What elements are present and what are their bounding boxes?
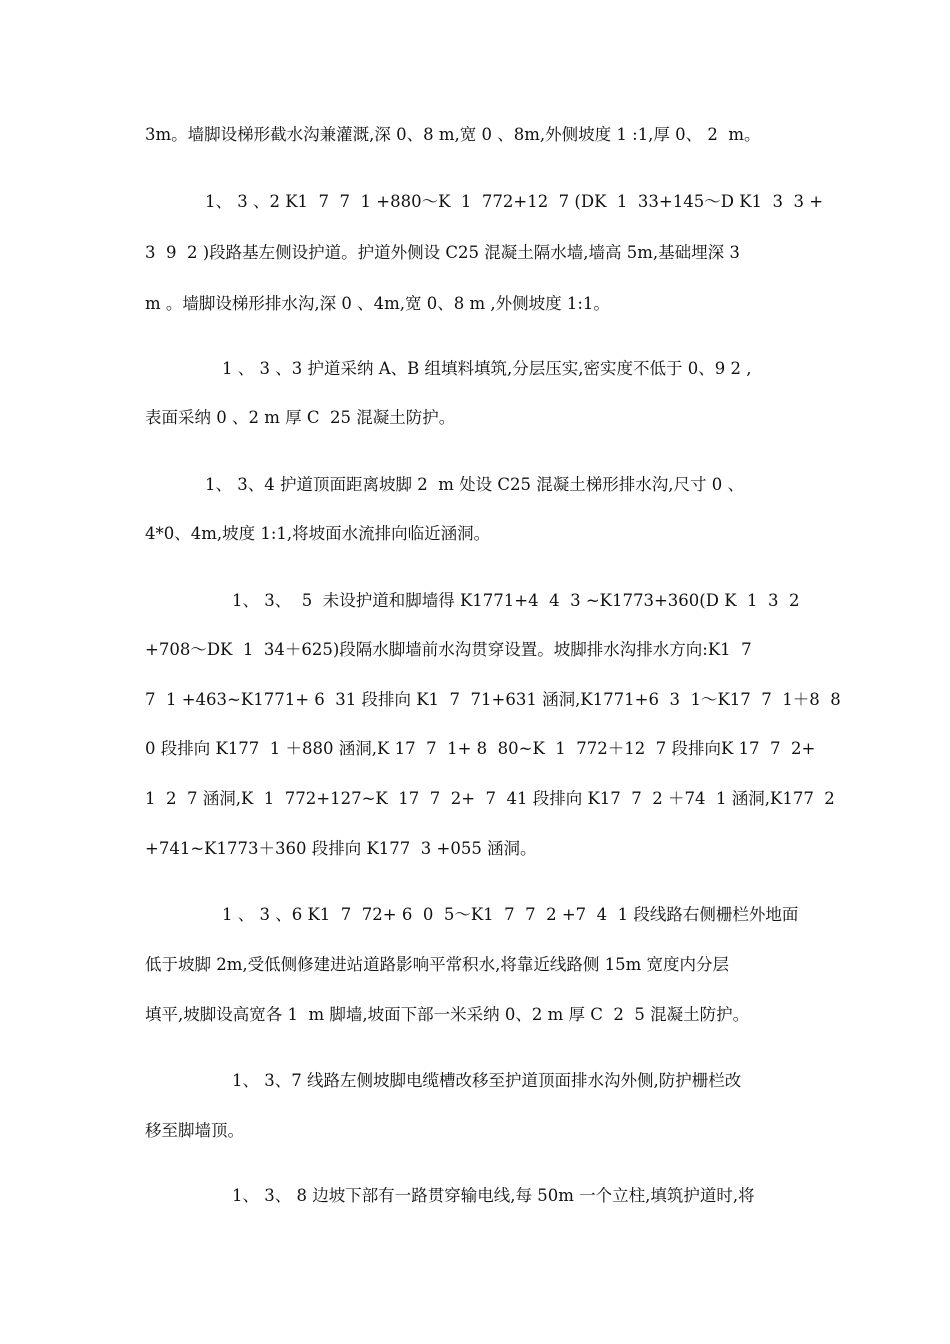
paragraph-line: 3m。墙脚设梯形截水沟兼灌溉,深 0、8 m,宽 0 、8m,外侧坡度 1 :1,厚 0、 2 m。 (145, 125, 761, 144)
paragraph-line: +741~K1773＋360 段排向 K177 3 +055 涵洞。 (145, 839, 537, 858)
paragraph-line: +708～DK 1 34＋625)段隔水脚墙前水沟贯穿设置。坡脚排水沟排水方向:K1 7 (145, 640, 752, 659)
paragraph-line: 1 2 7 涵洞,K 1 772+127~K 17 7 2+ 7 41 段排向 K17 7 2 ＋74 1 涵洞,K177 2 (145, 789, 835, 808)
paragraph-line: 低于坡脚 2m,受低侧修建进站道路影响平常积水,将靠近线路侧 15m 宽度内分层 (145, 955, 730, 974)
paragraph-line: 1、 3、7 线路左侧坡脚电缆槽改移至护道顶面排水沟外侧,防护栅栏改 (232, 1071, 742, 1090)
paragraph-line: 7 1 +463~K1771+ 6 31 段排向 K1 7 71+631 涵洞,K1771+6 3 1～K17 7 1＋8 8 (145, 690, 841, 709)
paragraph-line: 填平,坡脚设高宽各 1 m 脚墙,坡面下部一米采纳 0、2 m 厚 C 2 5 混凝土防护。 (145, 1005, 750, 1024)
paragraph-line: 1、 3 、2 K1 7 7 1 +880～K 1 772+12 7 (DK 1 33+145～D K1 3 3 + (205, 192, 824, 211)
paragraph-line: 移至脚墙顶。 (145, 1121, 244, 1140)
paragraph-line: 3 9 2 )段路基左侧设护道。护道外侧设 C25 混凝土隔水墙,墙高 5m,基础埋深 3 (145, 243, 740, 262)
paragraph-line: 1、 3、4 护道顶面距离坡脚 2 m 处设 C25 混凝土梯形排水沟,尺寸 0 、 (205, 475, 744, 494)
paragraph-line: 1、 3、 5 未设护道和脚墙得 K1771+4 4 3 ~K1773+360(D K 1 3 2 (232, 591, 800, 610)
paragraph-line: 1、 3、 8 边坡下部有一路贯穿输电线,每 50m 一个立柱,填筑护道时,将 (232, 1186, 755, 1205)
paragraph-line: m 。墙脚设梯形排水沟,深 0 、4m,宽 0、8 m ,外侧坡度 1:1。 (145, 294, 610, 313)
paragraph-line: 4*0、4m,坡度 1:1,将坡面水流排向临近涵洞。 (145, 524, 491, 543)
paragraph-line: 0 段排向 K177 1 ＋880 涵洞,K 17 7 1+ 8 80~K 1 772＋12 7 段排向K 17 7 2+ (145, 739, 816, 758)
paragraph-line: 1 、 3 、3 护道采纳 A、B 组填料填筑,分层压实,密实度不低于 0、9 2 , (222, 359, 752, 378)
paragraph-line: 表面采纳 0 、2 m 厚 C 25 混凝土防护。 (145, 408, 456, 427)
paragraph-line: 1 、 3 、6 K1 7 72+ 6 0 5～K1 7 7 2 +7 4 1 段线路右侧栅栏外地面 (222, 905, 799, 924)
